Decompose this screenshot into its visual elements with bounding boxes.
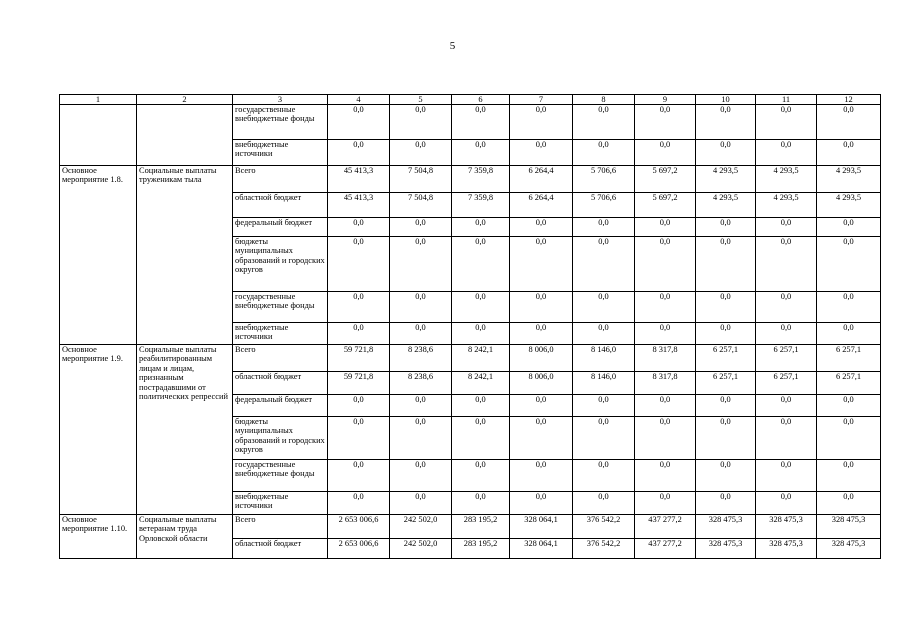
budget-table — [59, 94, 881, 559]
measure-name: Социальные выплаты ветеранам труда Орловской области — [137, 515, 233, 559]
table-body — [60, 105, 881, 559]
value-cell: 0,0 — [328, 105, 390, 140]
measure-code — [60, 105, 137, 166]
value-cell: 0,0 — [635, 140, 696, 166]
value-cell: 437 277,2 — [635, 515, 696, 539]
value-cell: 0,0 — [696, 417, 756, 460]
value-cell: 0,0 — [510, 140, 573, 166]
table-row — [60, 105, 881, 140]
value-cell: 0,0 — [817, 292, 881, 323]
column-header: 9 — [635, 95, 696, 105]
value-cell: 0,0 — [696, 460, 756, 492]
funding-source: бюджеты муниципальных образований и городских округов — [233, 417, 328, 460]
value-cell: 0,0 — [452, 323, 510, 345]
value-cell: 6 257,1 — [756, 345, 817, 372]
value-cell: 0,0 — [817, 218, 881, 237]
value-cell: 0,0 — [390, 417, 452, 460]
value-cell: 0,0 — [390, 105, 452, 140]
value-cell: 0,0 — [328, 140, 390, 166]
value-cell: 0,0 — [696, 105, 756, 140]
value-cell: 0,0 — [573, 218, 635, 237]
value-cell: 0,0 — [817, 105, 881, 140]
value-cell: 8 238,6 — [390, 372, 452, 395]
funding-source: внебюджетные источники — [233, 140, 328, 166]
value-cell: 0,0 — [756, 237, 817, 292]
funding-source: областной бюджет — [233, 193, 328, 218]
value-cell: 0,0 — [696, 218, 756, 237]
value-cell: 0,0 — [817, 417, 881, 460]
value-cell: 0,0 — [510, 323, 573, 345]
value-cell: 8 006,0 — [510, 345, 573, 372]
column-header: 3 — [233, 95, 328, 105]
table-row — [60, 345, 881, 372]
funding-source: областной бюджет — [233, 372, 328, 395]
value-cell: 0,0 — [756, 323, 817, 345]
value-cell: 0,0 — [390, 140, 452, 166]
value-cell: 437 277,2 — [635, 539, 696, 559]
value-cell: 0,0 — [390, 237, 452, 292]
value-cell: 45 413,3 — [328, 166, 390, 193]
value-cell: 0,0 — [452, 492, 510, 515]
value-cell: 283 195,2 — [452, 515, 510, 539]
value-cell: 0,0 — [635, 105, 696, 140]
measure-code: Основное мероприятие 1.8. — [60, 166, 137, 345]
value-cell: 0,0 — [817, 395, 881, 417]
value-cell: 0,0 — [573, 492, 635, 515]
measure-code: Основное мероприятие 1.10. — [60, 515, 137, 559]
funding-source: внебюджетные источники — [233, 492, 328, 515]
funding-source: федеральный бюджет — [233, 395, 328, 417]
value-cell: 0,0 — [756, 460, 817, 492]
value-cell: 0,0 — [756, 105, 817, 140]
value-cell: 0,0 — [328, 237, 390, 292]
value-cell: 0,0 — [696, 237, 756, 292]
value-cell: 6 257,1 — [817, 372, 881, 395]
value-cell: 0,0 — [510, 237, 573, 292]
value-cell: 0,0 — [452, 395, 510, 417]
column-header: 5 — [390, 95, 452, 105]
column-header: 1 — [60, 95, 137, 105]
value-cell: 376 542,2 — [573, 515, 635, 539]
value-cell: 7 504,8 — [390, 166, 452, 193]
value-cell: 0,0 — [452, 460, 510, 492]
value-cell: 0,0 — [817, 460, 881, 492]
table-row — [60, 166, 881, 193]
value-cell: 0,0 — [635, 417, 696, 460]
value-cell: 0,0 — [635, 218, 696, 237]
value-cell: 328 475,3 — [817, 515, 881, 539]
value-cell: 8 317,8 — [635, 345, 696, 372]
value-cell: 5 697,2 — [635, 193, 696, 218]
value-cell: 0,0 — [696, 492, 756, 515]
value-cell: 328 475,3 — [696, 539, 756, 559]
value-cell: 242 502,0 — [390, 539, 452, 559]
value-cell: 0,0 — [328, 417, 390, 460]
value-cell: 0,0 — [510, 218, 573, 237]
value-cell: 0,0 — [817, 323, 881, 345]
funding-source: бюджеты муниципальных образований и городских округов — [233, 237, 328, 292]
value-cell: 0,0 — [573, 105, 635, 140]
value-cell: 7 359,8 — [452, 166, 510, 193]
value-cell: 45 413,3 — [328, 193, 390, 218]
value-cell: 0,0 — [328, 395, 390, 417]
value-cell: 0,0 — [328, 323, 390, 345]
value-cell: 0,0 — [390, 323, 452, 345]
value-cell: 59 721,8 — [328, 345, 390, 372]
value-cell: 0,0 — [510, 395, 573, 417]
value-cell: 7 359,8 — [452, 193, 510, 218]
value-cell: 5 706,6 — [573, 166, 635, 193]
value-cell: 0,0 — [696, 140, 756, 166]
value-cell: 0,0 — [756, 292, 817, 323]
value-cell: 8 146,0 — [573, 345, 635, 372]
value-cell: 0,0 — [817, 237, 881, 292]
value-cell: 0,0 — [756, 140, 817, 166]
value-cell: 328 475,3 — [817, 539, 881, 559]
value-cell: 0,0 — [573, 460, 635, 492]
value-cell: 0,0 — [696, 323, 756, 345]
value-cell: 6 257,1 — [696, 345, 756, 372]
value-cell: 4 293,5 — [696, 166, 756, 193]
value-cell: 376 542,2 — [573, 539, 635, 559]
value-cell: 242 502,0 — [390, 515, 452, 539]
value-cell: 0,0 — [390, 218, 452, 237]
value-cell: 0,0 — [452, 417, 510, 460]
value-cell: 0,0 — [390, 292, 452, 323]
value-cell: 6 257,1 — [817, 345, 881, 372]
value-cell: 0,0 — [390, 460, 452, 492]
funding-source: областной бюджет — [233, 539, 328, 559]
value-cell: 0,0 — [696, 395, 756, 417]
value-cell: 0,0 — [573, 237, 635, 292]
value-cell: 6 264,4 — [510, 193, 573, 218]
value-cell: 0,0 — [635, 323, 696, 345]
measure-name: Социальные выплаты труженикам тыла — [137, 166, 233, 345]
value-cell: 328 475,3 — [696, 515, 756, 539]
value-cell: 0,0 — [510, 460, 573, 492]
value-cell: 8 146,0 — [573, 372, 635, 395]
measure-name — [137, 105, 233, 166]
value-cell: 0,0 — [635, 237, 696, 292]
value-cell: 0,0 — [510, 292, 573, 323]
funding-source: Всего — [233, 345, 328, 372]
value-cell: 0,0 — [635, 492, 696, 515]
value-cell: 0,0 — [756, 492, 817, 515]
value-cell: 0,0 — [696, 292, 756, 323]
value-cell: 8 006,0 — [510, 372, 573, 395]
value-cell: 0,0 — [635, 292, 696, 323]
value-cell: 4 293,5 — [696, 193, 756, 218]
value-cell: 0,0 — [573, 140, 635, 166]
value-cell: 328 475,3 — [756, 539, 817, 559]
value-cell: 2 653 006,6 — [328, 539, 390, 559]
value-cell: 8 238,6 — [390, 345, 452, 372]
value-cell: 0,0 — [756, 395, 817, 417]
value-cell: 0,0 — [635, 460, 696, 492]
value-cell: 0,0 — [635, 395, 696, 417]
value-cell: 0,0 — [452, 292, 510, 323]
value-cell: 0,0 — [328, 292, 390, 323]
value-cell: 8 317,8 — [635, 372, 696, 395]
value-cell: 7 504,8 — [390, 193, 452, 218]
value-cell: 328 475,3 — [756, 515, 817, 539]
measure-name: Социальные выплаты реабилитированным лицам и лицам, признанным пострадавшими от политических репрессий — [137, 345, 233, 515]
table-row — [60, 515, 881, 539]
value-cell: 5 697,2 — [635, 166, 696, 193]
value-cell: 4 293,5 — [817, 193, 881, 218]
funding-source: федеральный бюджет — [233, 218, 328, 237]
value-cell: 328 064,1 — [510, 539, 573, 559]
value-cell: 6 257,1 — [756, 372, 817, 395]
column-header: 12 — [817, 95, 881, 105]
funding-source: государственные внебюджетные фонды — [233, 105, 328, 140]
funding-source: Всего — [233, 166, 328, 193]
value-cell: 0,0 — [452, 218, 510, 237]
value-cell: 0,0 — [328, 218, 390, 237]
value-cell: 6 264,4 — [510, 166, 573, 193]
page-number: 5 — [449, 40, 456, 52]
value-cell: 0,0 — [452, 140, 510, 166]
value-cell: 0,0 — [452, 237, 510, 292]
value-cell: 0,0 — [390, 395, 452, 417]
value-cell: 8 242,1 — [452, 345, 510, 372]
value-cell: 0,0 — [328, 492, 390, 515]
value-cell: 6 257,1 — [696, 372, 756, 395]
funding-source: государственные внебюджетные фонды — [233, 460, 328, 492]
value-cell: 328 064,1 — [510, 515, 573, 539]
value-cell: 0,0 — [510, 492, 573, 515]
value-cell: 0,0 — [390, 492, 452, 515]
value-cell: 2 653 006,6 — [328, 515, 390, 539]
value-cell: 4 293,5 — [817, 166, 881, 193]
funding-source: внебюджетные источники — [233, 323, 328, 345]
column-header: 6 — [452, 95, 510, 105]
value-cell: 8 242,1 — [452, 372, 510, 395]
value-cell: 5 706,6 — [573, 193, 635, 218]
value-cell: 0,0 — [756, 218, 817, 237]
value-cell: 0,0 — [510, 417, 573, 460]
value-cell: 0,0 — [756, 417, 817, 460]
value-cell: 0,0 — [817, 492, 881, 515]
column-header: 2 — [137, 95, 233, 105]
table-header-row — [60, 95, 881, 105]
value-cell: 4 293,5 — [756, 166, 817, 193]
value-cell: 0,0 — [573, 395, 635, 417]
funding-source: государственные внебюджетные фонды — [233, 292, 328, 323]
column-header: 7 — [510, 95, 573, 105]
column-header: 11 — [756, 95, 817, 105]
column-header: 8 — [573, 95, 635, 105]
value-cell: 0,0 — [573, 292, 635, 323]
value-cell: 0,0 — [817, 140, 881, 166]
column-header: 10 — [696, 95, 756, 105]
value-cell: 283 195,2 — [452, 539, 510, 559]
funding-source: Всего — [233, 515, 328, 539]
measure-code: Основное мероприятие 1.9. — [60, 345, 137, 515]
value-cell: 59 721,8 — [328, 372, 390, 395]
column-header: 4 — [328, 95, 390, 105]
value-cell: 0,0 — [328, 460, 390, 492]
value-cell: 0,0 — [452, 105, 510, 140]
value-cell: 0,0 — [573, 323, 635, 345]
value-cell: 4 293,5 — [756, 193, 817, 218]
value-cell: 0,0 — [510, 105, 573, 140]
value-cell: 0,0 — [573, 417, 635, 460]
